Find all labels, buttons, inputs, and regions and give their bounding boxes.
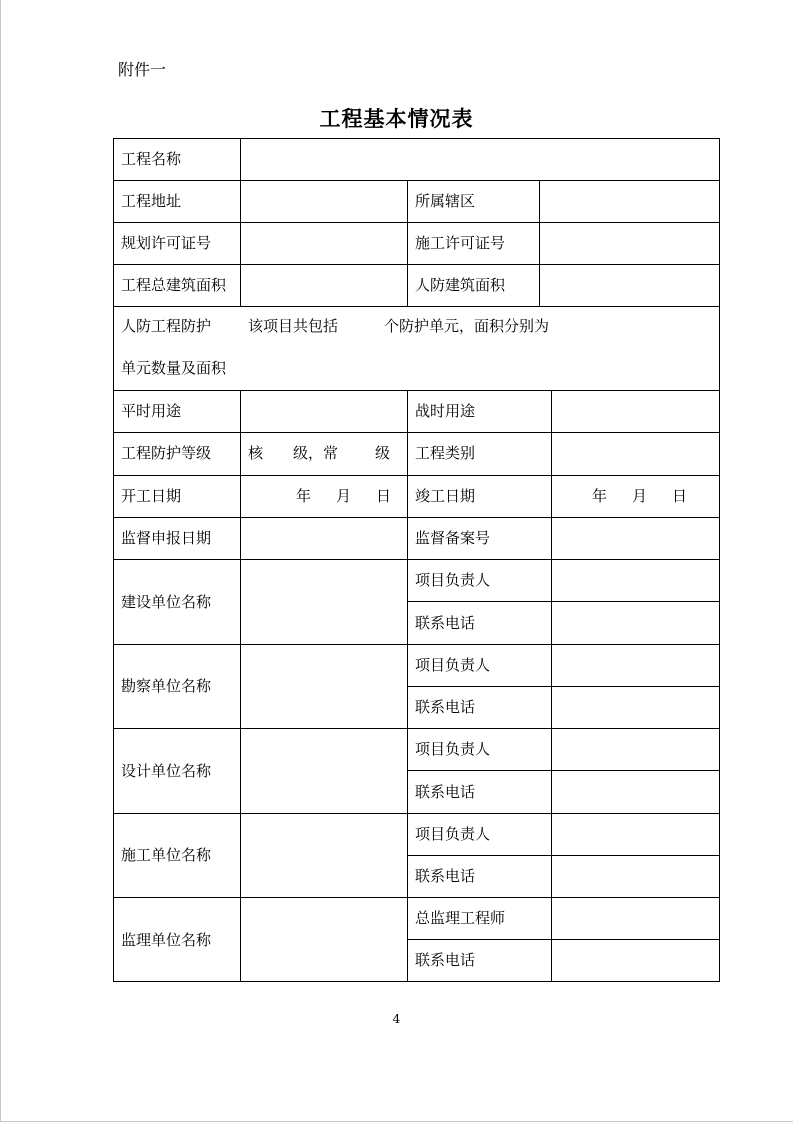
label-civil-defense-area: 人防建筑面积 [415,276,506,294]
row-line [407,770,720,771]
row-line [113,306,720,307]
label-supervision-record: 监督备案号 [415,529,491,547]
level-nuclear-text: 核 [248,444,264,462]
units-text-prefix: 该项目共包括 [248,317,339,335]
label-phone: 联系电话 [415,951,476,969]
label-phone: 联系电话 [415,698,476,716]
label-design-unit: 设计单位名称 [121,762,212,780]
label-phone: 联系电话 [415,867,476,885]
column-line [407,390,408,981]
label-phone: 联系电话 [415,614,476,632]
row-line [113,390,720,391]
column-line [551,390,552,981]
label-wartime-use: 战时用途 [415,402,476,420]
column-line [407,180,408,306]
level-conventional-text: 级，常 [293,444,339,462]
row-line [113,180,720,181]
label-project-leader: 项目负责人 [415,825,491,843]
completion-year-text: 年 [592,487,608,505]
row-line [407,686,720,687]
label-construction-unit: 建设单位名称 [121,593,212,611]
row-line [113,432,720,433]
label-construction-permit: 施工许可证号 [415,234,506,252]
label-supervision-date: 监督申报日期 [121,529,212,547]
label-builder-unit: 施工单位名称 [121,846,212,864]
row-line [113,813,720,814]
label-protection-units-line2: 单元数量及面积 [121,359,227,377]
table-border-top [113,138,720,139]
level-suffix-text: 级 [375,444,391,462]
table-border-bottom [113,981,720,982]
row-line [113,222,720,223]
row-line [113,644,720,645]
start-day-text: 日 [376,487,392,505]
units-text-suffix: 个防护单元，面积分别为 [384,317,550,335]
row-line [113,559,720,560]
label-project-leader: 项目负责人 [415,740,491,758]
label-supervisor-unit: 监理单位名称 [121,931,212,949]
column-line [240,138,241,306]
label-protection-units-line1: 人防工程防护 [121,317,212,335]
table-border-left [113,138,114,981]
row-line [113,728,720,729]
label-completion-date: 竣工日期 [415,487,476,505]
start-year-text: 年 [296,487,312,505]
label-peacetime-use: 平时用途 [121,402,182,420]
label-chief-engineer: 总监理工程师 [415,909,506,927]
label-project-leader: 项目负责人 [415,656,491,674]
label-phone: 联系电话 [415,783,476,801]
completion-month-text: 月 [632,487,648,505]
label-project-name: 工程名称 [121,150,182,168]
label-project-category: 工程类别 [415,444,476,462]
label-project-address: 工程地址 [121,192,182,210]
label-total-area: 工程总建筑面积 [121,276,227,294]
label-district: 所属辖区 [415,192,476,210]
label-project-leader: 项目负责人 [415,571,491,589]
start-month-text: 月 [336,487,352,505]
table-border-right [719,138,720,981]
row-line [407,855,720,856]
label-protection-level: 工程防护等级 [121,444,212,462]
page-number: 4 [392,1012,401,1026]
column-line [539,180,540,306]
row-line [113,475,720,476]
row-line [113,517,720,518]
attachment-label: 附件一 [118,60,167,79]
row-line [113,897,720,898]
completion-day-text: 日 [672,487,688,505]
row-line [407,939,720,940]
label-survey-unit: 勘察单位名称 [121,677,212,695]
row-line [407,601,720,602]
column-line [240,390,241,981]
label-planning-permit: 规划许可证号 [121,234,212,252]
label-start-date: 开工日期 [121,487,182,505]
row-line [113,264,720,265]
page-title: 工程基本情况表 [319,106,474,131]
